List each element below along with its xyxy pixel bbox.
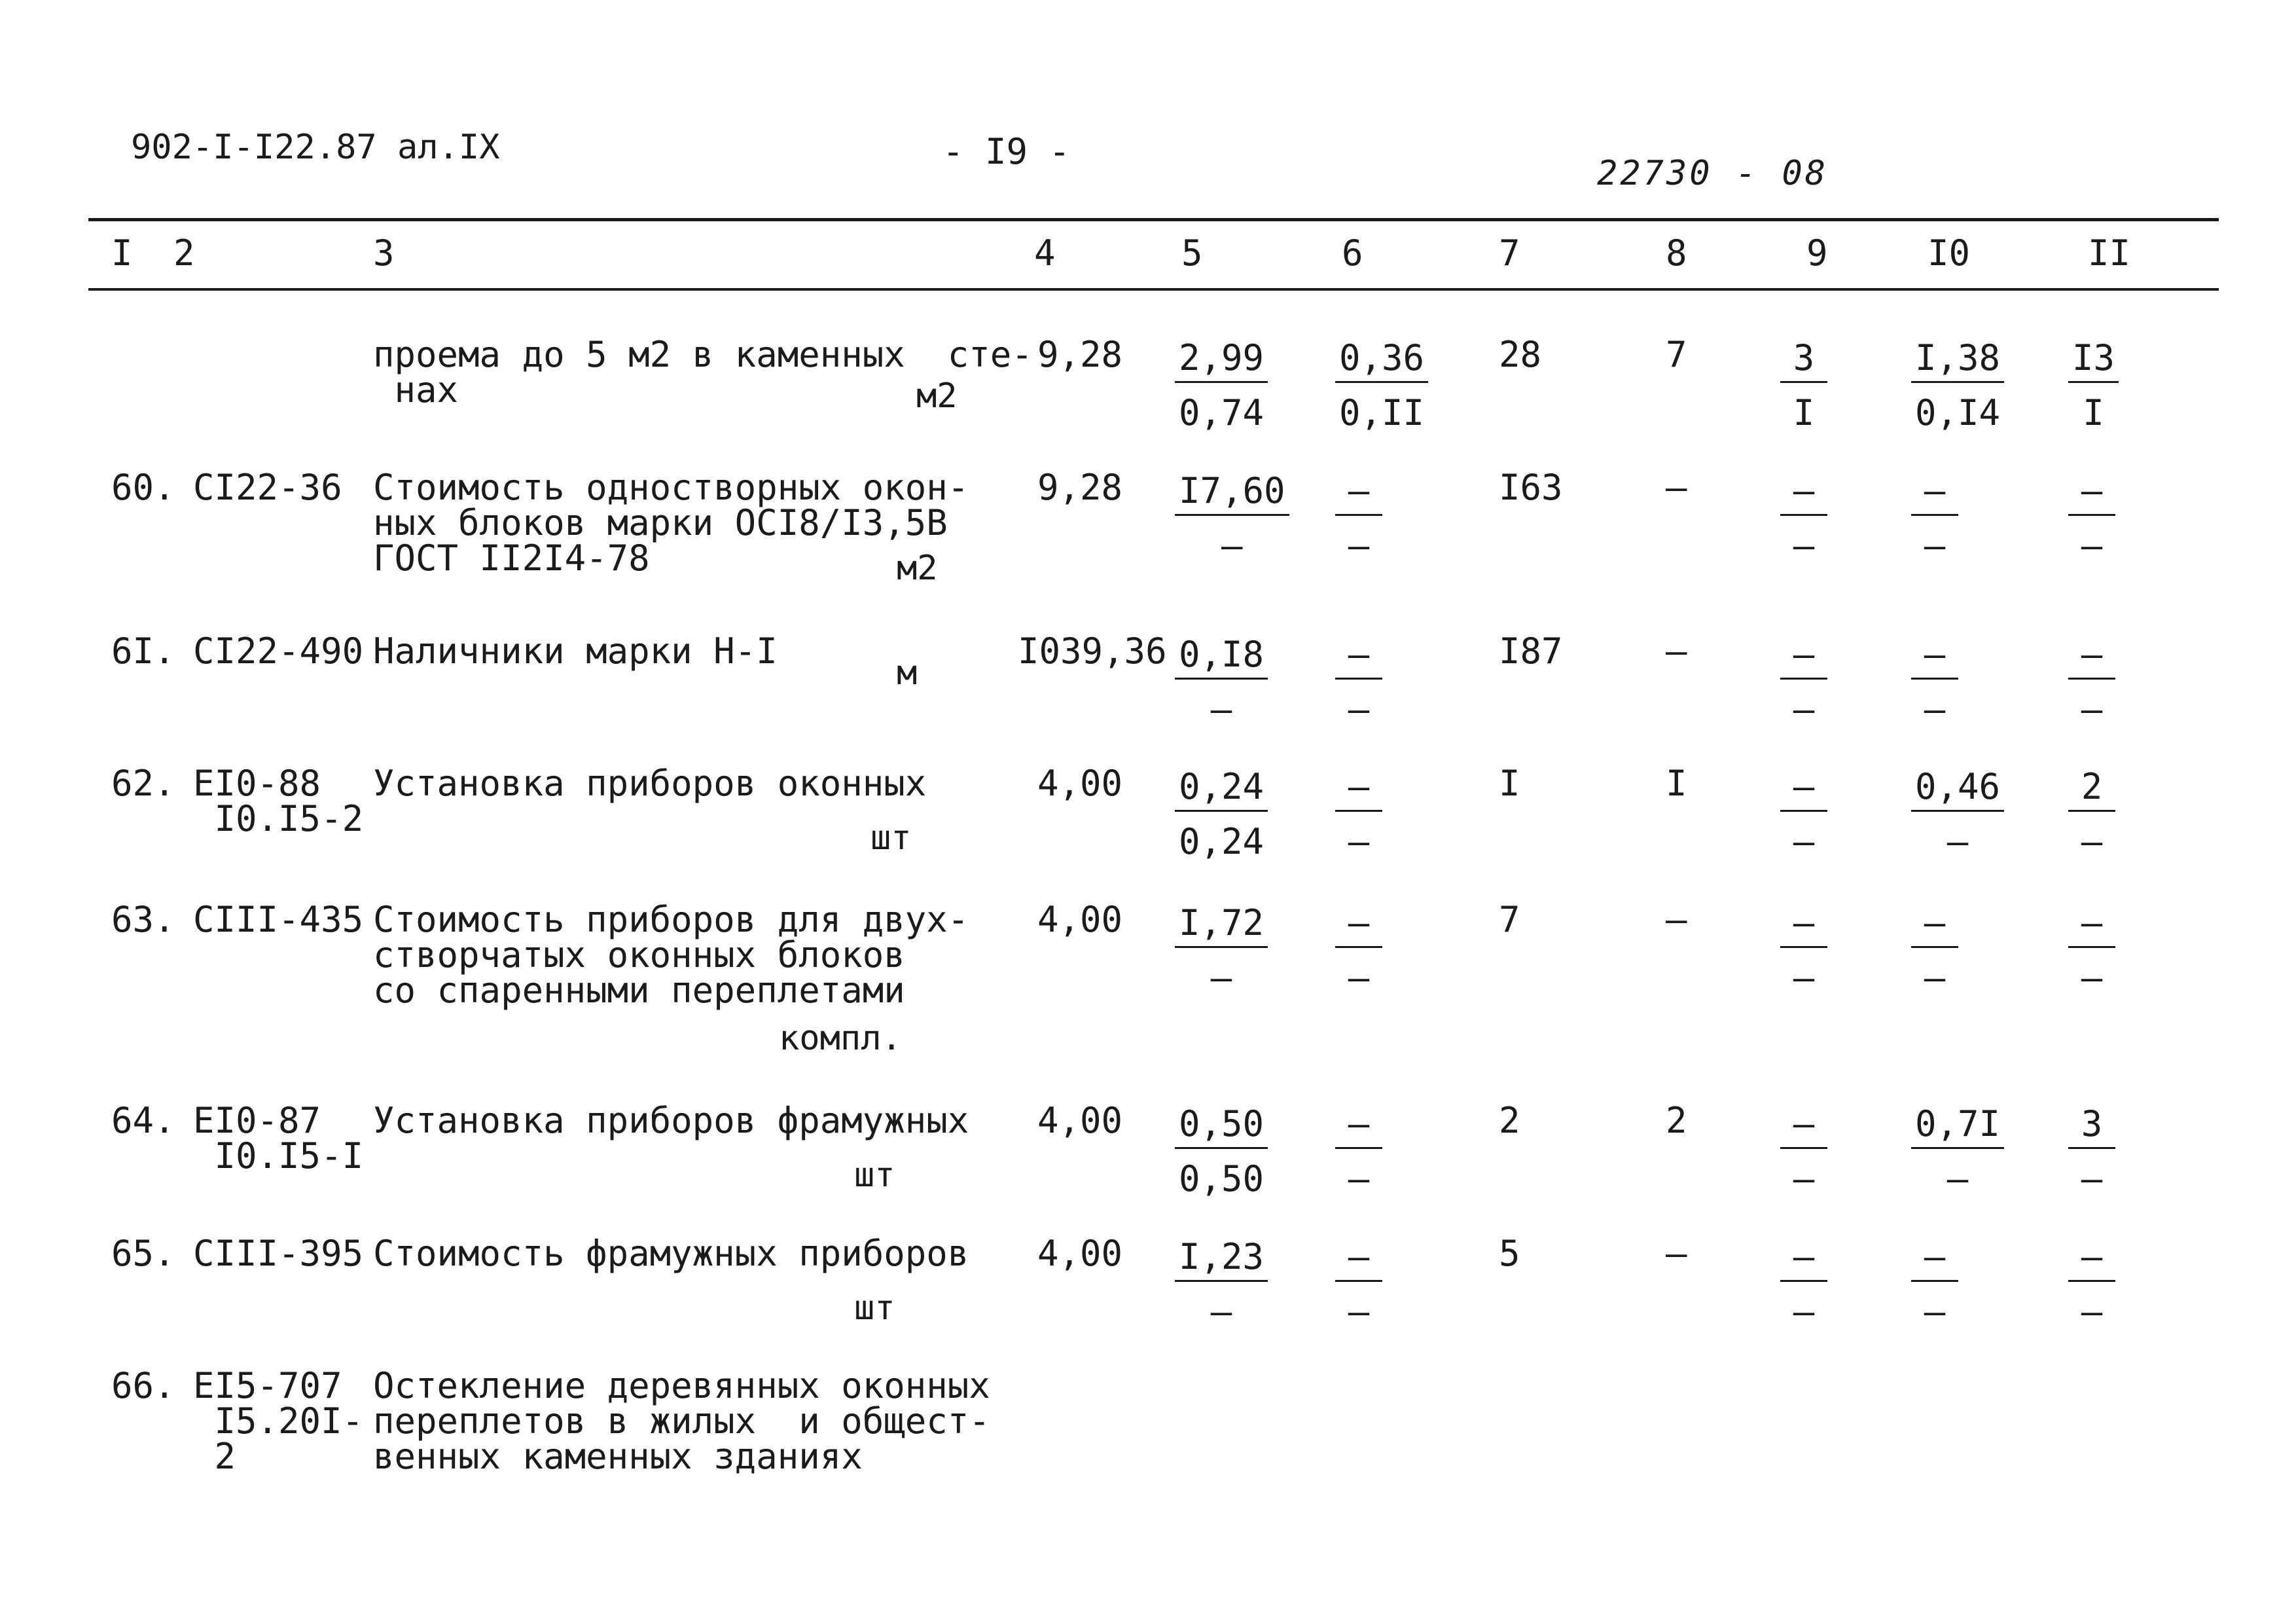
row-description: проема до 5 м2 в каменных сте- нах bbox=[373, 334, 1033, 410]
fraction-unit-cost bbox=[1175, 1236, 1268, 1332]
fraction-numerator: 2,99 bbox=[1175, 337, 1268, 383]
fraction-unit-wage bbox=[1335, 902, 1382, 998]
fraction-denominator: – bbox=[1210, 1291, 1232, 1332]
row-unit: компл. bbox=[779, 1019, 902, 1058]
row-code: СIII-435 bbox=[193, 899, 364, 940]
fraction-numerator: – bbox=[1911, 634, 1958, 680]
fraction-denominator: – bbox=[1348, 1158, 1370, 1199]
fraction-numerator: 3 bbox=[1780, 337, 1827, 383]
fraction-denominator: – bbox=[2081, 821, 2103, 862]
row-unit: м bbox=[897, 653, 918, 693]
row-code: ЕI5-707 I5.20I- 2 bbox=[193, 1365, 364, 1477]
fraction-denominator: – bbox=[1924, 1291, 1946, 1332]
fraction-total-wage bbox=[1780, 902, 1827, 998]
fraction-denominator: – bbox=[1793, 1158, 1815, 1199]
fraction-denominator: – bbox=[1348, 957, 1370, 998]
fraction-total-wage bbox=[1780, 766, 1827, 862]
row-number: 65. bbox=[111, 1233, 175, 1274]
row-number: 62. bbox=[111, 763, 175, 804]
fraction-numerator: 0,7I bbox=[1911, 1103, 2004, 1149]
header-bottom-rule bbox=[88, 288, 2219, 291]
fraction-numerator: – bbox=[1780, 470, 1827, 516]
fraction-denominator: I bbox=[1793, 392, 1815, 433]
total-wages: – bbox=[1666, 1233, 1687, 1274]
total-wages: I bbox=[1666, 763, 1687, 804]
fraction-denominator: – bbox=[1946, 1158, 1969, 1199]
fraction-numerator: – bbox=[1911, 470, 1958, 516]
fraction-numerator: – bbox=[2068, 1236, 2115, 1282]
row-description: Установка приборов оконных bbox=[373, 763, 927, 804]
fraction-denominator: – bbox=[1793, 689, 1815, 730]
fraction-unit-wage bbox=[1335, 470, 1382, 566]
fraction-denominator: – bbox=[2081, 1158, 2103, 1199]
fraction-labor bbox=[2068, 337, 2119, 433]
total-wages: 2 bbox=[1666, 1100, 1687, 1141]
row-number: 66. bbox=[111, 1365, 175, 1406]
fraction-numerator: – bbox=[2068, 634, 2115, 680]
column-header-4: 4 bbox=[1034, 232, 1056, 274]
fraction-denominator: – bbox=[2081, 689, 2103, 730]
fraction-denominator: – bbox=[1793, 1291, 1815, 1332]
column-header-9: 9 bbox=[1806, 232, 1828, 274]
table-top-rule bbox=[88, 218, 2219, 221]
fraction-numerator: I3 bbox=[2068, 337, 2119, 383]
fraction-numerator: – bbox=[2068, 902, 2115, 948]
row-description: Стоимость одностворных окон- ных блоков марки ОСI8/I3,5В ГОСТ II2I4-78 bbox=[373, 467, 969, 579]
fraction-total-wage bbox=[1780, 470, 1827, 566]
fraction-machine-cost bbox=[1911, 337, 2004, 433]
fraction-unit-wage bbox=[1335, 766, 1382, 862]
total-wages: – bbox=[1666, 467, 1687, 508]
fraction-denominator: – bbox=[1348, 1291, 1370, 1332]
row-description: Стоимость приборов для двух- створчатых оконных блоков со спаренными переплетами bbox=[373, 899, 969, 1011]
fraction-denominator: – bbox=[1348, 525, 1370, 566]
row-quantity: 4,00 bbox=[1037, 763, 1123, 804]
fraction-denominator: – bbox=[1946, 821, 1969, 862]
fraction-unit-cost bbox=[1175, 337, 1268, 433]
row-description: Стоимость фрамужных приборов bbox=[373, 1233, 969, 1274]
document-code: 902-I-I22.87 ал.IX bbox=[131, 128, 500, 167]
row-code: ЕI0-87 I0.I5-I bbox=[193, 1100, 364, 1176]
fraction-denominator: – bbox=[1924, 689, 1946, 730]
page-number: - I9 - bbox=[942, 131, 1071, 172]
total-cost: 5 bbox=[1499, 1233, 1520, 1274]
column-header-2: 2 bbox=[173, 232, 195, 274]
row-code: ЕI0-88 I0.I5-2 bbox=[193, 763, 364, 839]
fraction-denominator: – bbox=[2081, 525, 2103, 566]
fraction-numerator: – bbox=[1911, 1236, 1958, 1282]
fraction-denominator: 0,24 bbox=[1179, 821, 1265, 862]
fraction-denominator: I bbox=[2083, 392, 2104, 433]
fraction-machine-cost bbox=[1911, 902, 1958, 998]
row-number: 64. bbox=[111, 1100, 175, 1141]
fraction-denominator: – bbox=[2081, 957, 2103, 998]
row-description: Наличники марки Н-I bbox=[373, 630, 778, 672]
fraction-unit-cost bbox=[1175, 470, 1289, 566]
row-quantity: 4,00 bbox=[1037, 1100, 1123, 1141]
fraction-denominator: 0,I4 bbox=[1915, 392, 2001, 433]
column-header-10: I0 bbox=[1928, 232, 1971, 274]
row-unit: м2 bbox=[897, 549, 938, 588]
row-number: 6I. bbox=[111, 630, 175, 672]
row-description: Установка приборов фрамужных bbox=[373, 1100, 969, 1141]
fraction-machine-cost bbox=[1911, 1103, 2004, 1199]
fraction-unit-cost bbox=[1175, 1103, 1268, 1199]
fraction-machine-cost bbox=[1911, 470, 1958, 566]
row-number: 63. bbox=[111, 899, 175, 940]
fraction-denominator: – bbox=[1210, 689, 1232, 730]
fraction-numerator: – bbox=[1335, 902, 1382, 948]
fraction-numerator: – bbox=[1911, 902, 1958, 948]
row-unit: м2 bbox=[916, 376, 958, 416]
row-quantity: 9,28 bbox=[1037, 334, 1123, 375]
fraction-machine-cost bbox=[1911, 634, 1958, 730]
row-unit: шт bbox=[870, 818, 912, 858]
fraction-denominator: – bbox=[1210, 957, 1232, 998]
column-header-11: II bbox=[2088, 232, 2131, 274]
fraction-numerator: I,23 bbox=[1175, 1236, 1268, 1282]
total-cost: 28 bbox=[1499, 334, 1542, 375]
row-number: 60. bbox=[111, 467, 175, 508]
fraction-total-wage bbox=[1780, 1236, 1827, 1332]
fraction-numerator: – bbox=[1780, 766, 1827, 812]
fraction-unit-cost bbox=[1175, 634, 1268, 730]
fraction-numerator: – bbox=[1780, 902, 1827, 948]
total-wages: – bbox=[1666, 899, 1687, 940]
fraction-denominator: – bbox=[1348, 689, 1370, 730]
column-header-8: 8 bbox=[1666, 232, 1687, 274]
fraction-denominator: – bbox=[1793, 821, 1815, 862]
column-header-3: 3 bbox=[373, 232, 395, 274]
fraction-denominator: – bbox=[1348, 821, 1370, 862]
fraction-denominator: 0,50 bbox=[1179, 1158, 1265, 1199]
fraction-machine-cost bbox=[1911, 1236, 1958, 1332]
fraction-numerator: 0,24 bbox=[1175, 766, 1268, 812]
fraction-unit-cost bbox=[1175, 902, 1268, 998]
row-code: СI22-36 bbox=[193, 467, 342, 508]
column-header-5: 5 bbox=[1181, 232, 1203, 274]
fraction-unit-cost bbox=[1175, 766, 1268, 862]
row-code: СIII-395 bbox=[193, 1233, 364, 1274]
fraction-labor bbox=[2068, 634, 2115, 730]
row-unit: шт bbox=[854, 1288, 895, 1328]
fraction-numerator: – bbox=[1780, 634, 1827, 680]
column-header-6: 6 bbox=[1342, 232, 1363, 274]
fraction-labor bbox=[2068, 1236, 2115, 1332]
fraction-numerator: – bbox=[1780, 1236, 1827, 1282]
document-number: 22730 - 08 bbox=[1597, 154, 1829, 193]
row-quantity: 4,00 bbox=[1037, 899, 1123, 940]
fraction-denominator: – bbox=[1221, 525, 1243, 566]
fraction-numerator: I7,60 bbox=[1175, 470, 1289, 516]
fraction-labor bbox=[2068, 902, 2115, 998]
fraction-numerator: – bbox=[1335, 470, 1382, 516]
fraction-denominator: 0,II bbox=[1339, 392, 1425, 433]
total-wages: 7 bbox=[1666, 334, 1687, 375]
row-description: Остекление деревянных оконных переплетов в жилых и общест- венных каменных зданиях bbox=[373, 1365, 990, 1477]
fraction-labor bbox=[2068, 470, 2115, 566]
fraction-numerator: 0,50 bbox=[1175, 1103, 1268, 1149]
fraction-numerator: I,72 bbox=[1175, 902, 1268, 948]
fraction-numerator: 0,46 bbox=[1911, 766, 2004, 812]
fraction-numerator: 0,I8 bbox=[1175, 634, 1268, 680]
column-header-7: 7 bbox=[1499, 232, 1520, 274]
fraction-numerator: – bbox=[1335, 1236, 1382, 1282]
fraction-unit-wage bbox=[1335, 1103, 1382, 1199]
fraction-numerator: 2 bbox=[2068, 766, 2115, 812]
column-header-1: I bbox=[111, 232, 133, 274]
fraction-numerator: – bbox=[1335, 634, 1382, 680]
total-cost: 2 bbox=[1499, 1100, 1520, 1141]
fraction-numerator: – bbox=[1780, 1103, 1827, 1149]
fraction-numerator: I,38 bbox=[1911, 337, 2004, 383]
row-quantity: 4,00 bbox=[1037, 1233, 1123, 1274]
total-cost: I bbox=[1499, 763, 1520, 804]
row-code: СI22-490 bbox=[193, 630, 364, 672]
fraction-total-wage bbox=[1780, 1103, 1827, 1199]
fraction-denominator: – bbox=[1924, 525, 1946, 566]
fraction-machine-cost bbox=[1911, 766, 2004, 862]
fraction-labor bbox=[2068, 1103, 2115, 1199]
total-wages: – bbox=[1666, 630, 1687, 672]
fraction-numerator: – bbox=[1335, 766, 1382, 812]
fraction-labor bbox=[2068, 766, 2115, 862]
fraction-unit-wage bbox=[1335, 337, 1428, 433]
total-cost: I87 bbox=[1499, 630, 1563, 672]
row-quantity: I039,36 bbox=[1018, 630, 1167, 672]
fraction-total-wage bbox=[1780, 634, 1827, 730]
total-cost: I63 bbox=[1499, 467, 1563, 508]
fraction-numerator: – bbox=[1335, 1103, 1382, 1149]
fraction-numerator: – bbox=[2068, 470, 2115, 516]
fraction-unit-wage bbox=[1335, 1236, 1382, 1332]
row-unit: шт bbox=[854, 1156, 895, 1195]
fraction-numerator: 3 bbox=[2068, 1103, 2115, 1149]
fraction-denominator: – bbox=[1793, 957, 1815, 998]
fraction-total-wage bbox=[1780, 337, 1827, 433]
fraction-denominator: – bbox=[1793, 525, 1815, 566]
fraction-denominator: 0,74 bbox=[1179, 392, 1265, 433]
fraction-denominator: – bbox=[1924, 957, 1946, 998]
row-quantity: 9,28 bbox=[1037, 467, 1123, 508]
fraction-numerator: 0,36 bbox=[1335, 337, 1428, 383]
total-cost: 7 bbox=[1499, 899, 1520, 940]
fraction-unit-wage bbox=[1335, 634, 1382, 730]
fraction-denominator: – bbox=[2081, 1291, 2103, 1332]
